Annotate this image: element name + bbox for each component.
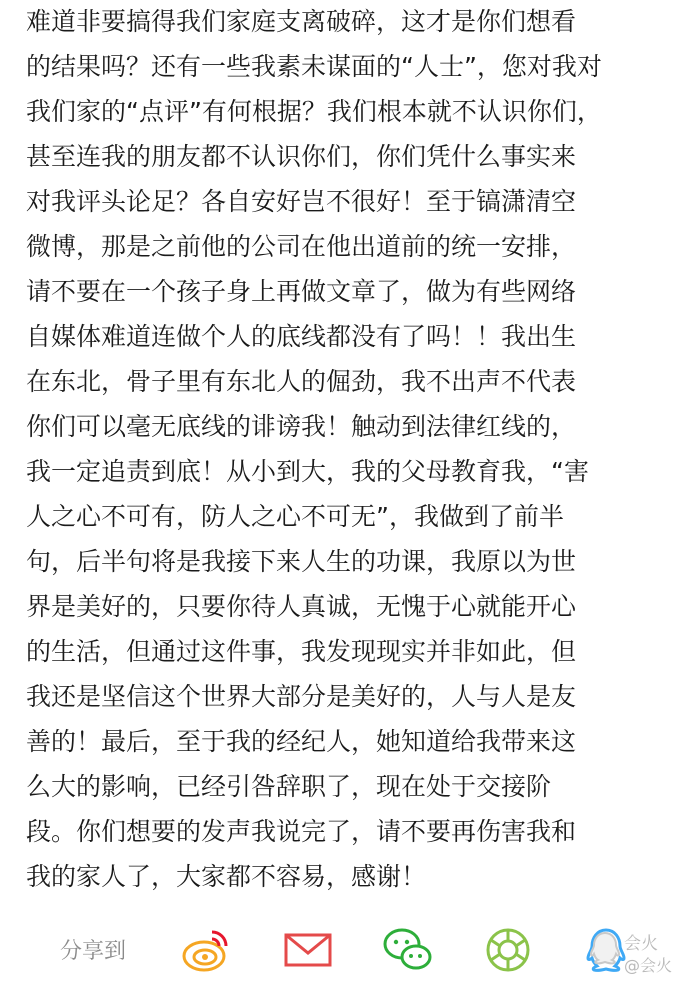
share-wechat-button[interactable]: [380, 922, 436, 978]
mail-icon: [280, 922, 336, 978]
watermark-logo-icon: [588, 929, 622, 969]
post-text-line: 甚至连我的朋友都不认识你们，你们凭什么事实来: [26, 142, 577, 171]
post-text-line: 的结果吗？还有一些我素未谋面的“人士”，您对我对: [26, 52, 602, 81]
post-text-line: 段。你们想要的发声我说完了，请不要再伤害我和: [26, 817, 577, 846]
post-text-line: 我一定追责到底！从小到大，我的父母教育我，“害: [26, 457, 589, 486]
post-text-line: 句，后半句将是我接下来人生的功课，我原以为世: [26, 547, 577, 576]
post-text-line: 你们可以毫无底线的诽谤我！触动到法律红线的，: [26, 412, 577, 441]
post-text-line: 人之心不可有，防人之心不可无”，我做到了前半: [26, 502, 564, 531]
share-moments-button[interactable]: [480, 922, 536, 978]
post-text-line: 我还是坚信这个世界大部分是美好的，人与人是友: [26, 682, 577, 711]
post-text-line: 的生活，但通过这件事，我发现现实并非如此，但: [26, 637, 577, 666]
weibo-icon: [176, 922, 232, 978]
share-weibo-button[interactable]: [176, 922, 232, 978]
post-text-line: 请不要在一个孩子身上再做文章了，做为有些网络: [26, 277, 577, 306]
post-text-line: 自媒体难道连做个人的底线都没有了吗！！我出生: [26, 322, 577, 351]
post-text-line: 界是美好的，只要你待人真诚，无愧于心就能开心: [26, 592, 577, 621]
moments-icon: [480, 922, 536, 978]
post-text-line: 善的！最后，至于我的经纪人，她知道给我带来这: [26, 727, 577, 756]
post-text-line: 么大的影响，已经引咎辞职了，现在处于交接阶: [26, 772, 552, 801]
watermark-handle: @会火: [624, 956, 673, 975]
wechat-icon: [380, 922, 436, 978]
share-label: 分享到: [60, 939, 127, 964]
watermark-name: 会火: [624, 934, 658, 954]
post-text-line: 在东北，骨子里有东北人的倔劲，我不出声不代表: [26, 367, 577, 396]
post-text-line: 我们家的“点评”有何根据？我们根本就不认识你们，: [26, 97, 602, 126]
watermark: [588, 925, 680, 979]
post-text-line: 我的家人了，大家都不容易，感谢！: [26, 862, 427, 891]
post-text-line: 微博，那是之前他的公司在他出道前的统一安排，: [26, 232, 577, 261]
post-text-line: 对我评头论足？各自安好岂不很好！至于镐潇清空: [26, 187, 577, 216]
share-bar: [0, 912, 690, 989]
post-text-line: 难道非要搞得我们家庭支离破碎，这才是你们想看: [26, 7, 577, 36]
share-email-button[interactable]: [280, 922, 336, 978]
